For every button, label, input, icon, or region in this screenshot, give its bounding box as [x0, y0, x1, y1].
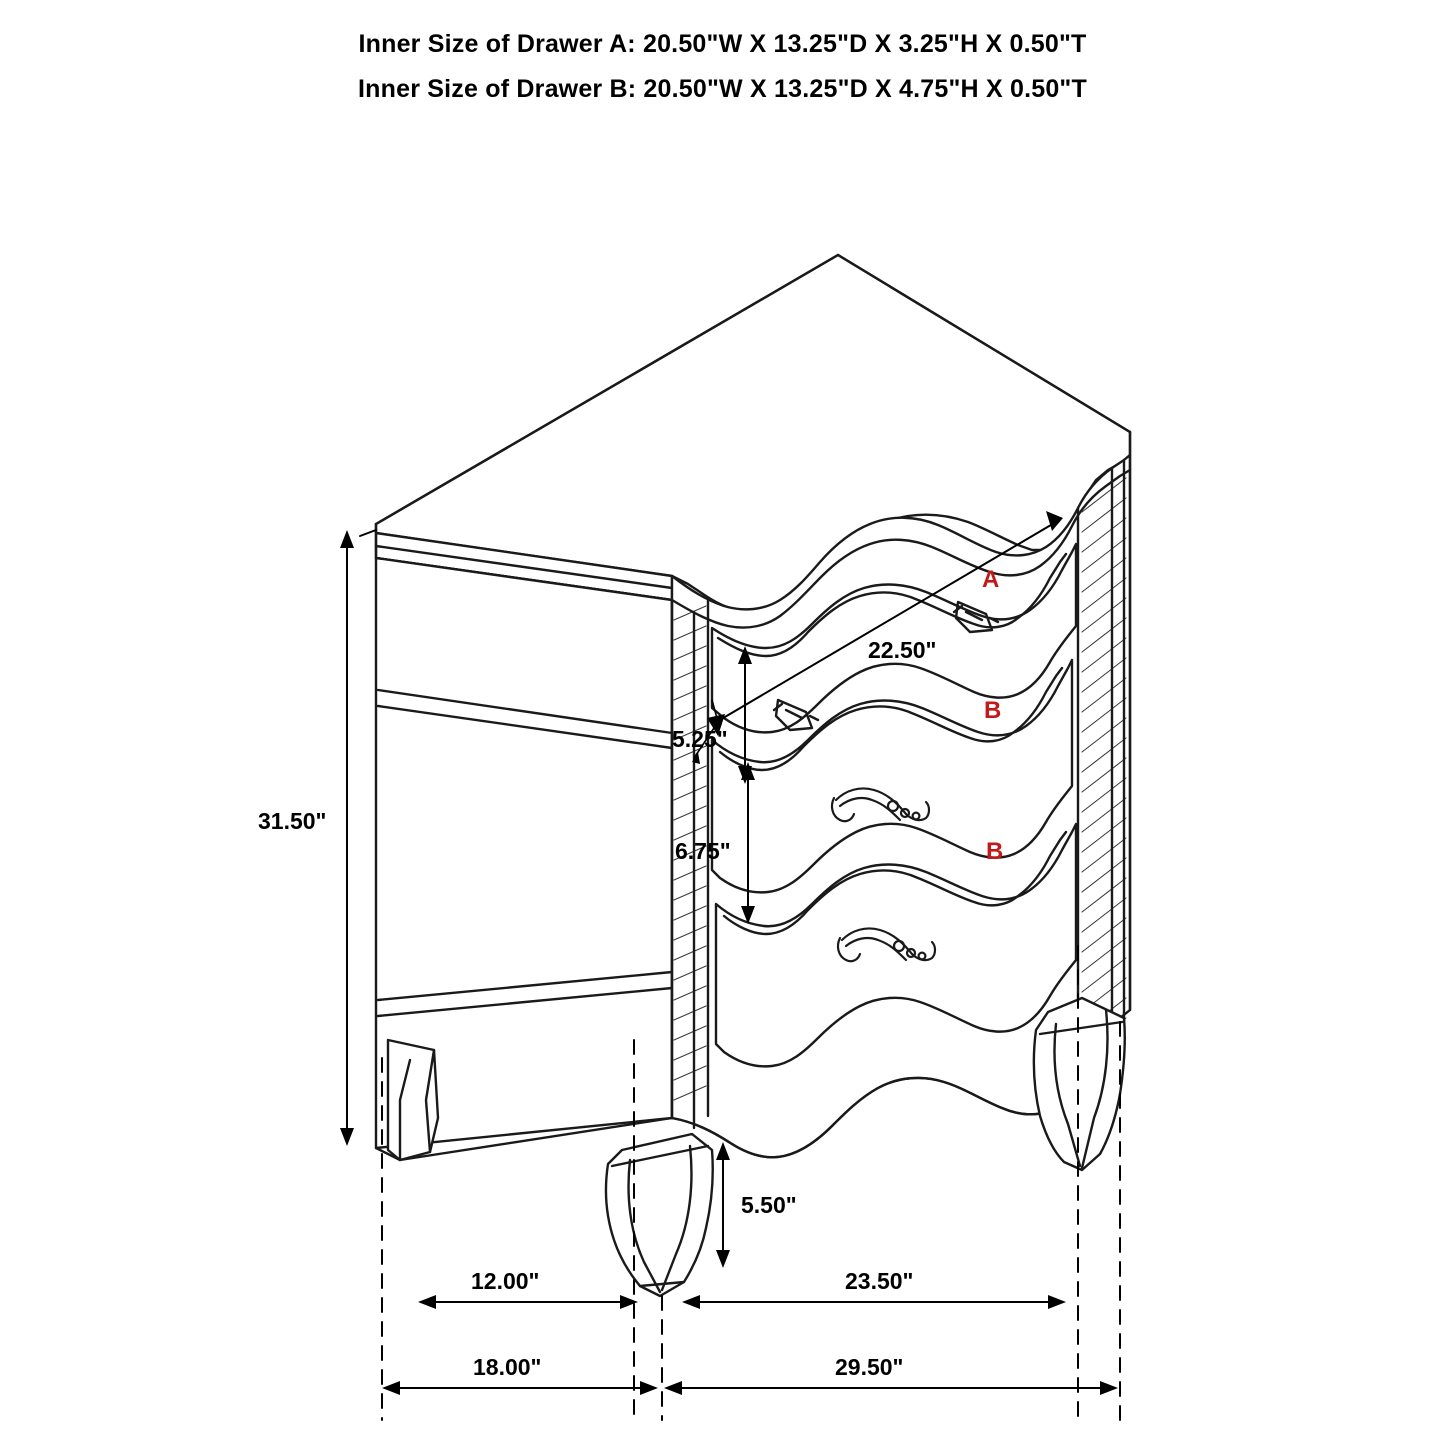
- header-line-drawer-b: Inner Size of Drawer B: 20.50"W X 13.25"D X 4.75"H X 0.50"T: [358, 75, 1087, 103]
- dimension-drawer-b-height: 6.75": [675, 838, 731, 864]
- dimension-inner-width: 23.50": [845, 1268, 914, 1294]
- dimension-total-height: 31.50": [258, 808, 327, 834]
- drawer-marker-a: A: [982, 566, 1000, 593]
- header-line-drawer-a: Inner Size of Drawer A: 20.50"W X 13.25"D X 3.25"H X 0.50"T: [358, 30, 1087, 58]
- dimension-drawer-a-height: 5.25": [672, 726, 728, 752]
- drawer-marker-b-bottom: B: [986, 838, 1004, 865]
- dimension-outer-depth: 18.00": [473, 1354, 542, 1380]
- dimension-inner-depth: 12.00": [471, 1268, 540, 1294]
- dimension-outer-width: 29.50": [835, 1354, 904, 1380]
- dimension-drawer-width: 22.50": [868, 637, 937, 663]
- drawer-marker-b-middle: B: [984, 697, 1002, 724]
- dimension-leg-height: 5.50": [741, 1192, 797, 1218]
